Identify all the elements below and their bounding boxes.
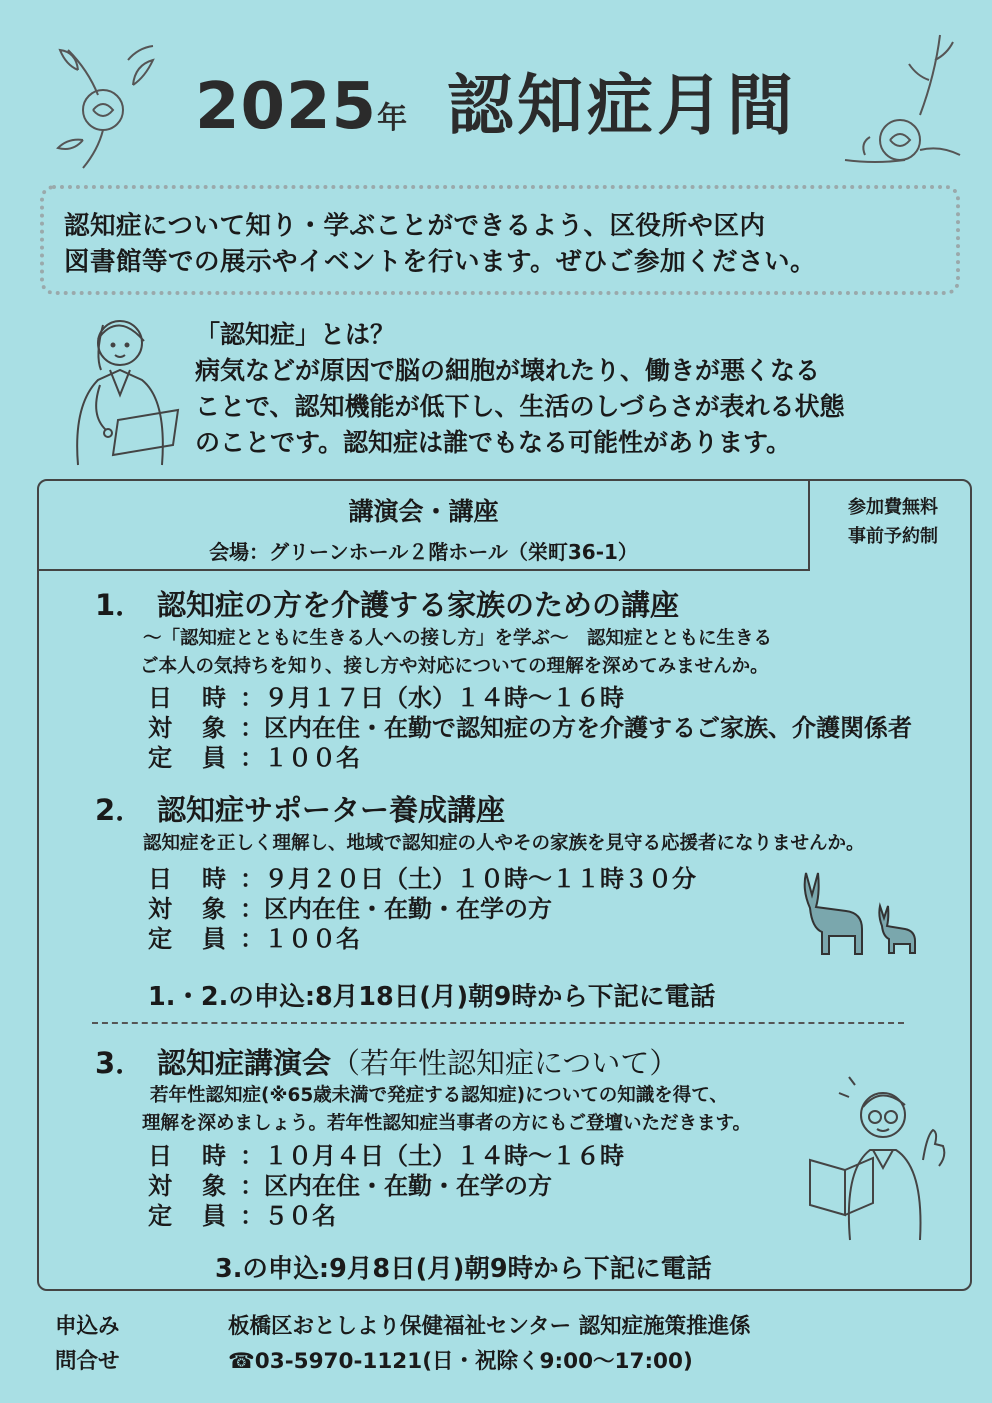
section-1-name: 認知症の方を介護する家族のための講座 bbox=[157, 588, 680, 622]
target-label: 対象 bbox=[148, 895, 256, 923]
page-title bbox=[0, 52, 992, 147]
section-1-desc bbox=[140, 625, 773, 681]
section-2-name: 認知症サポーター養成講座 bbox=[157, 793, 506, 827]
target-label: 対象 bbox=[148, 714, 256, 742]
section-2-number: 2． bbox=[95, 793, 145, 827]
title-year: 2025 bbox=[194, 70, 378, 144]
apply-section-3: 3.の申込:9月8日(月)朝9時から下記に電話 bbox=[215, 1254, 712, 1284]
fee-note bbox=[818, 493, 968, 551]
footer-label-inquiry: 問合せ bbox=[55, 1349, 120, 1374]
apply-sections-1-2: 1.・2.の申込:8月18日(月)朝9時から下記に電話 bbox=[148, 982, 716, 1012]
target-value: ：区内在住・在勤・在学の方 bbox=[240, 895, 552, 923]
intro-line-1: 認知症について知り・学ぶことができるよう、区役所や区内 bbox=[64, 211, 766, 241]
target-value: ：区内在住・在勤で認知症の方を介護するご家族、介護関係者 bbox=[240, 714, 912, 742]
date-label: 日時 bbox=[148, 865, 256, 893]
section-1-title bbox=[95, 583, 679, 624]
section-3-subtitle: （若年性認知症について） bbox=[331, 1046, 679, 1080]
date-label: 日時 bbox=[148, 684, 256, 712]
date-label: 日時 bbox=[148, 1142, 256, 1170]
capacity-value: ：１００名 bbox=[240, 925, 360, 953]
section-1-date bbox=[148, 683, 912, 713]
section-2-desc-line-1: 認知症を正しく理解し、地域で認知症の人やその家族を見守る応援者になりませんか。 bbox=[143, 833, 865, 854]
target-label: 対象 bbox=[148, 1172, 256, 1200]
footer-phone bbox=[228, 1344, 693, 1375]
section-3-number: 3． bbox=[95, 1046, 145, 1080]
section-3-title bbox=[95, 1041, 678, 1082]
section-3-name: 認知症講演会 bbox=[157, 1046, 332, 1080]
intro-text bbox=[64, 208, 964, 280]
panel-title: 講演会・講座 bbox=[348, 497, 499, 526]
what-is-dementia bbox=[195, 317, 965, 461]
what-is-heading: 「認知症」とは？ bbox=[195, 320, 396, 349]
section-3-desc bbox=[142, 1082, 751, 1138]
reading-man-icon bbox=[805, 1075, 955, 1245]
section-2-details bbox=[148, 864, 696, 954]
panel-venue: 会場：グリーンホール２階ホール（栄町36-1） bbox=[209, 540, 638, 564]
capacity-label: 定員 bbox=[148, 1202, 256, 1230]
phone-number[interactable]: 03-5970-1121(日・祝除く9:00～17:00) bbox=[254, 1349, 693, 1374]
section-divider bbox=[92, 1022, 904, 1024]
capacity-label: 定員 bbox=[148, 744, 256, 772]
section-2-date bbox=[148, 864, 696, 894]
capacity-value: ：５０名 bbox=[240, 1202, 336, 1230]
section-1-desc-line-1: ～「認知症とともに生きる人への接し方」を学ぶ～ 認知症とともに生きる bbox=[143, 628, 773, 649]
section-2-title bbox=[95, 788, 505, 829]
what-is-line-3: のことです。認知症は誰でもなる可能性があります。 bbox=[195, 428, 792, 457]
section-2-target bbox=[148, 894, 696, 924]
section-2-capacity bbox=[148, 924, 696, 954]
nurse-icon bbox=[58, 305, 188, 470]
footer-org: 板橋区おとしより保健福祉センター 認知症施策推進係 bbox=[228, 1314, 751, 1339]
section-1-details bbox=[148, 683, 912, 773]
intro-line-2: 図書館等での展示やイベントを行います。ぜひご参加ください。 bbox=[64, 247, 816, 277]
section-1-target bbox=[148, 713, 912, 743]
capacity-label: 定員 bbox=[148, 925, 256, 953]
footer-label-apply: 申込み bbox=[55, 1314, 120, 1339]
date-value: ：９月２０日（土）１０時～１１時３０分 bbox=[240, 865, 696, 893]
section-1-number: 1． bbox=[95, 588, 145, 622]
fee-reservation: 事前予約制 bbox=[848, 526, 938, 547]
title-year-suffix: 年 bbox=[377, 101, 408, 136]
target-value: ：区内在住・在勤・在学の方 bbox=[240, 1172, 552, 1200]
phone-icon: ☎ bbox=[228, 1349, 255, 1374]
donkey-icon bbox=[780, 868, 930, 958]
section-3-date bbox=[148, 1141, 624, 1171]
section-1-desc-line-2: ご本人の気持ちを知り、接し方や対応についての理解を深めてみませんか。 bbox=[140, 656, 769, 677]
section-3-target bbox=[148, 1171, 624, 1201]
section-1-capacity bbox=[148, 743, 912, 773]
section-2-desc bbox=[143, 830, 865, 858]
title-main: 認知症月間 bbox=[447, 67, 798, 144]
section-3-details bbox=[148, 1141, 624, 1231]
capacity-value: ：１００名 bbox=[240, 744, 360, 772]
section-3-desc-line-2: 理解を深めましょう。若年性認知症当事者の方にもご登壇いただきます。 bbox=[142, 1113, 752, 1134]
what-is-line-1: 病気などが原因で脳の細胞が壊れたり、働きが悪くなる bbox=[195, 356, 821, 385]
date-value: ：１０月４日（土）１４時～１６時 bbox=[240, 1142, 624, 1170]
section-3-desc-line-1: 若年性認知症(※65歳未満で発症する認知症)についての知識を得て、 bbox=[150, 1085, 728, 1106]
date-value: ：９月１７日（水）１４時～１６時 bbox=[240, 684, 624, 712]
section-3-capacity bbox=[148, 1201, 624, 1231]
fee-free: 参加費無料 bbox=[848, 497, 938, 518]
what-is-line-2: ことで、認知機能が低下し、生活のしづらさが表れる状態 bbox=[195, 392, 845, 421]
